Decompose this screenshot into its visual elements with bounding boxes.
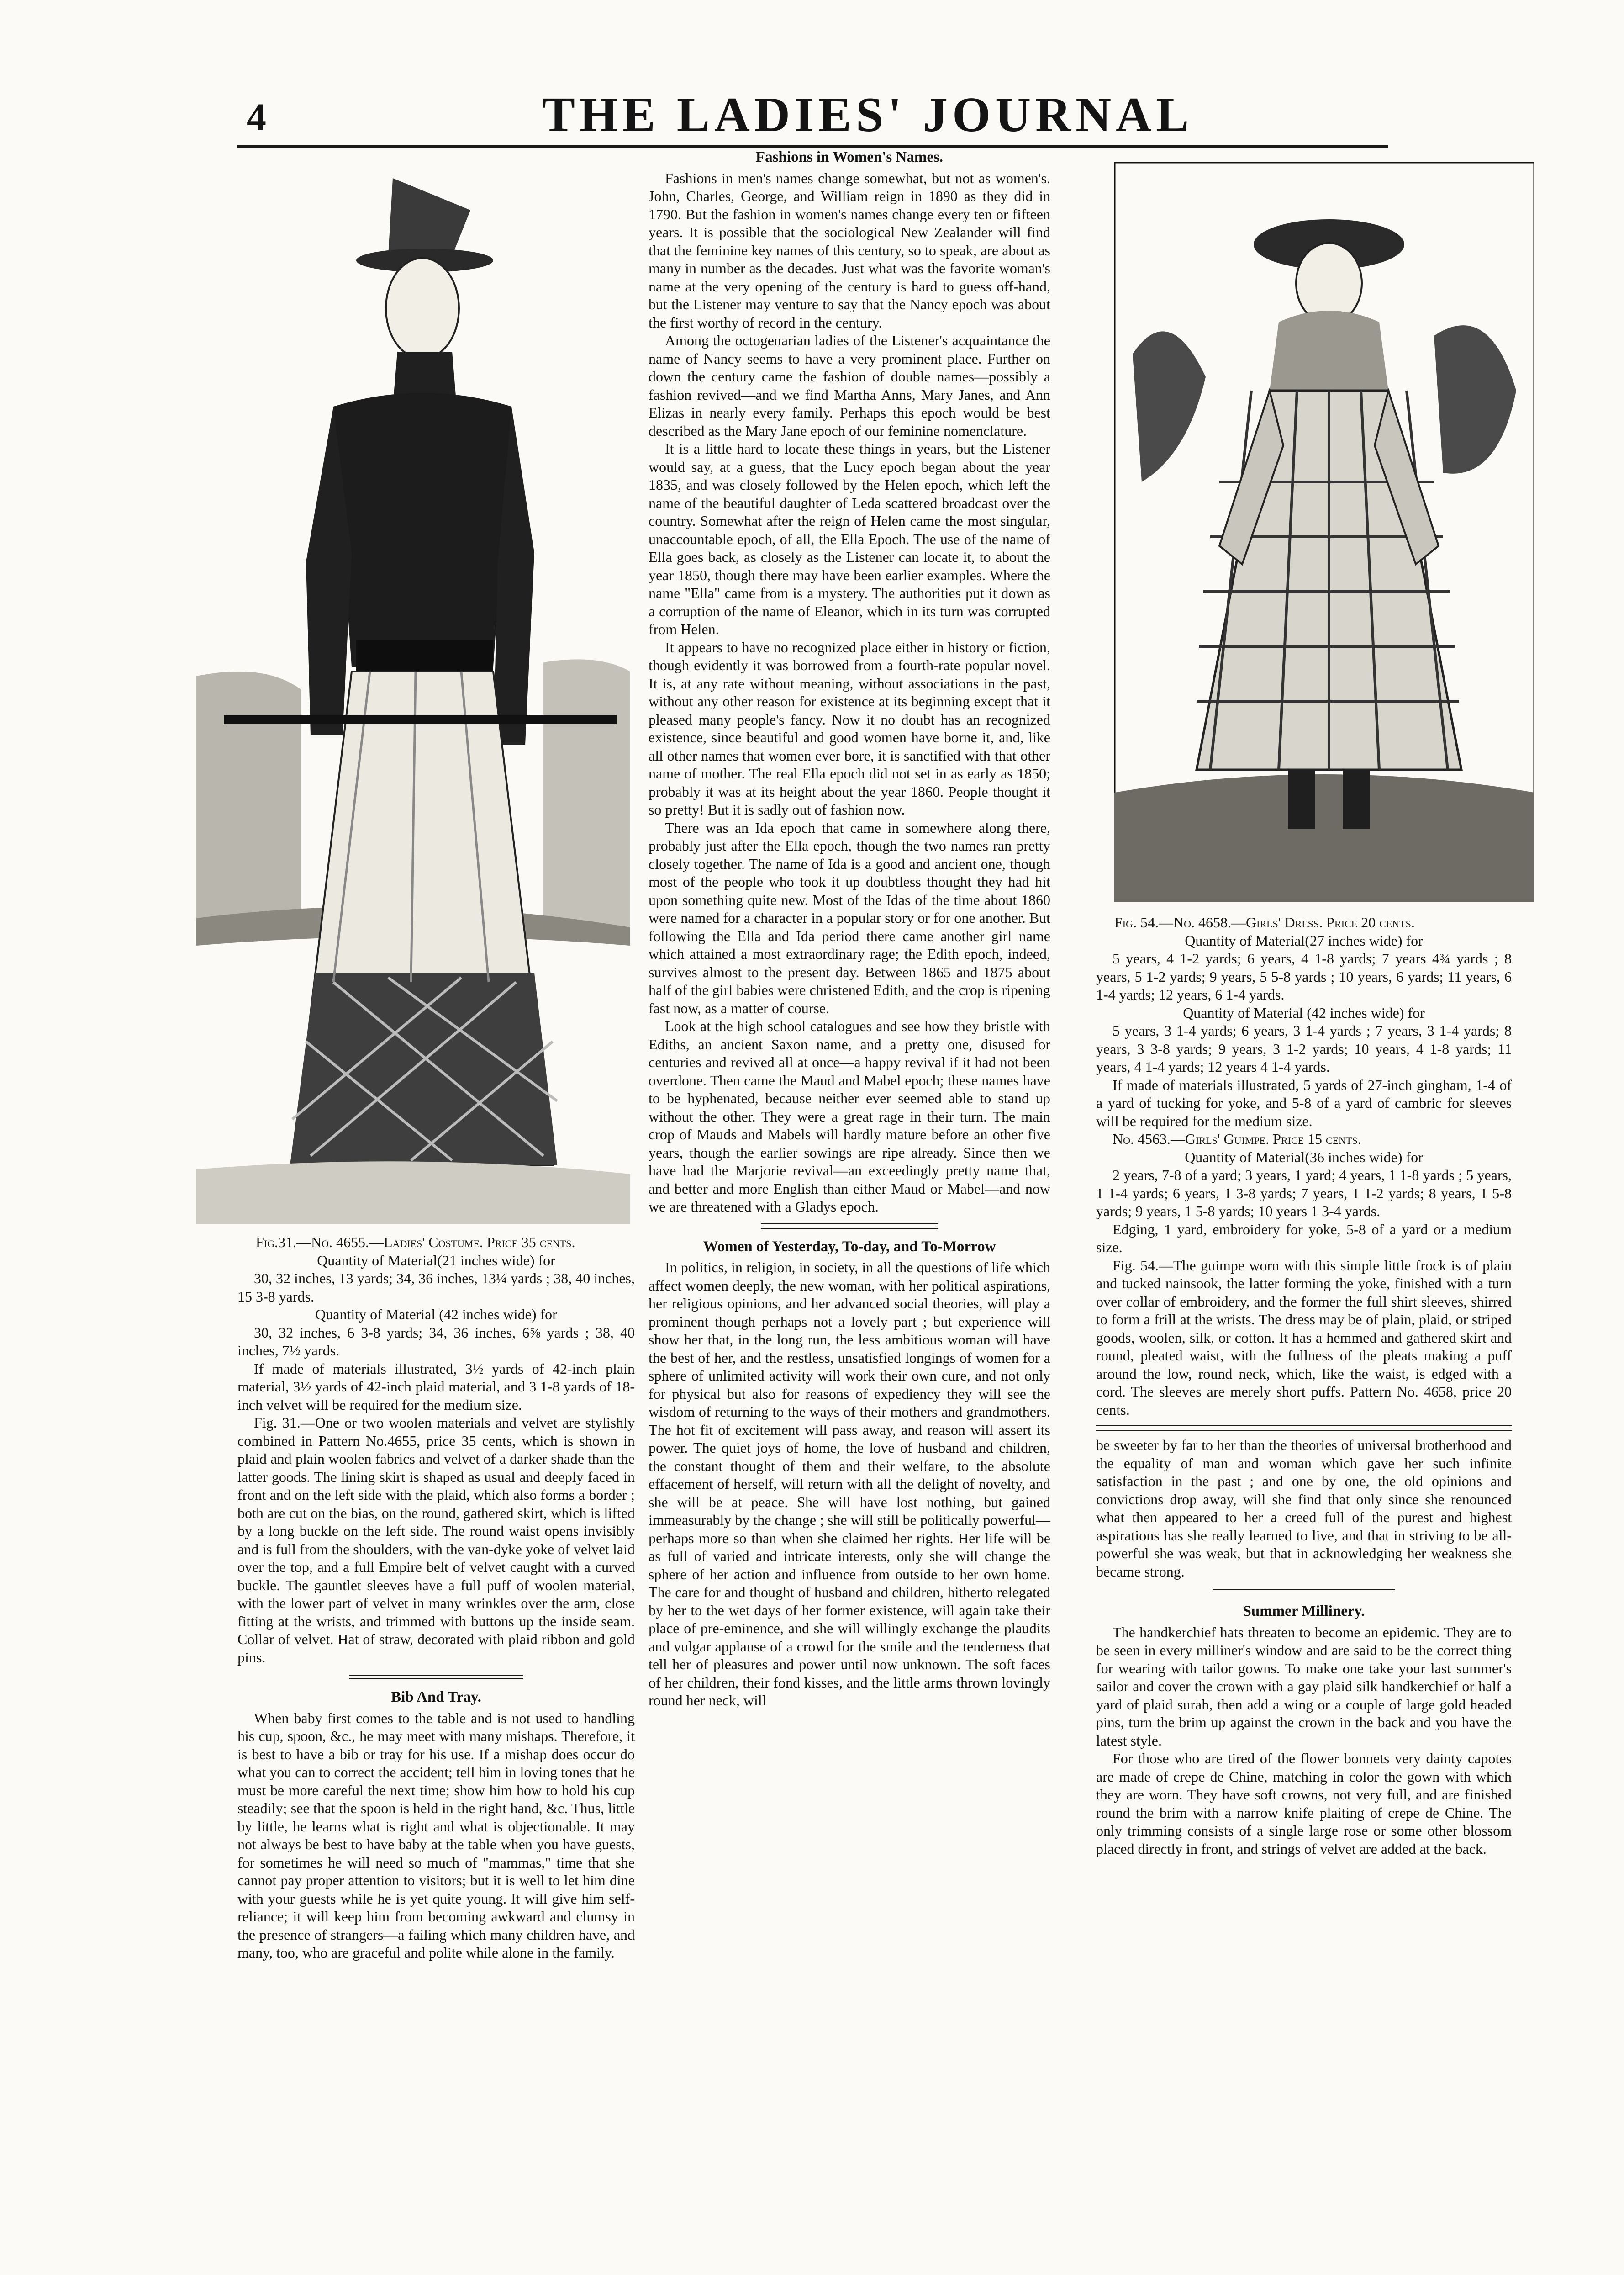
fig54-qty-a-heading: Quantity of Material(27 inches wide) for — [1185, 932, 1423, 949]
girls-dress-drawing — [1114, 162, 1534, 902]
fashions-names-p4: It appears to have no recognized place either in history or fiction, though evidently it was borrowed from a fourth-rate popular novel. It is, at any rate without meaning, without associations in the past, without any other reason for existence at its beginning except that it pleased many people's fancy. Now it no doubt has an recognized existence, since beautiful and good women have borne it, and, like all other names that women ever bore, it is sanctified with that other name of mother. The real Ella epoch did not set in as early as 1850; probably it was at its height about the year 1860. People thought it so pretty! But it is sadly out of fashion now. — [649, 639, 1050, 818]
section-divider — [1096, 1425, 1512, 1431]
girls-dress-illustration — [1114, 162, 1534, 902]
fashions-names-heading: Fashions in Women's Names. — [755, 149, 944, 165]
summer-millinery-p2: For those who are tired of the flower bonnets very dainty capotes are made of crepe de Chine, matching in color the gown with which they are worn. They have soft crowns, not very full, and are finished round the brim with a narrow knife plaiting of crepe de Chine. The only trimming consists of a single large rose or some other blossom placed directly in front, and strings of velvet are added at the back. — [1096, 1750, 1512, 1857]
page-number: 4 — [247, 95, 266, 139]
fig54-qty-b-heading: Quantity of Material (42 inches wide) for — [1183, 1004, 1425, 1021]
fig54-qty-b-body: 5 years, 3 1-4 yards; 6 years, 3 1-4 yards ; 7 years, 3 1-4 yards; 8 years, 3 3-8 yards; 9 years, 3 1-2 yards; 10 years, 4 1-8 yards; 11 years, 4 1-4 yards; 12 years 4 1-4 yards. — [1096, 1022, 1512, 1075]
bib-and-tray-heading: Bib And Tray. — [391, 1689, 481, 1705]
fig54-caption: Fig. 54.—No. 4658.—Girls' Dress. Price 20 cents. — [1114, 914, 1415, 931]
journal-title: THE LADIES' JOURNAL — [542, 88, 1194, 142]
guimpe-edging: Edging, 1 yard, embroidery for yoke, 5-8 of a yard or a medium size. — [1096, 1221, 1512, 1255]
fig31-caption: Fig.31.—No. 4655.—Ladies' Costume. Price 35 cents. — [256, 1234, 575, 1250]
fig54-qty-a-body: 5 years, 4 1-2 yards; 6 years, 4 1-8 yards; 7 years 4¾ yards ; 8 years, 5 1-2 yards; 9 years, 5 5-8 yards ; 10 years, 6 yards; 11 years, 6 1-4 yards; 12 years, 6 1-4 yards. — [1096, 950, 1512, 1003]
fig31-materials-note: If made of materials illustrated, 3½ yards of 42-inch plain material, 3½ yards of 42-inch plaid material, and 3 1-8 yards of 18-inch velvet will be required for the medium size. — [237, 1360, 635, 1413]
fashions-names-p1: Fashions in men's names change somewhat, but not as women's. John, Charles, George, and William reign in 1890 as they did in 1790. But the fashion in women's names change every ten or fifteen years. It is possible that the sociological New Zealander will find that the feminine key names of this century, so to speak, are about as many in number as the decades. Just what was the favorite woman's name at the very opening of the century is hard to guess off-hand, but the Listener may venture to say that the Nancy epoch was about the first worthy of record in the century. — [649, 169, 1050, 331]
summer-millinery-p1: The handkerchief hats threaten to become an epidemic. They are to be seen in every milliner's window and are said to be the correct thing for wearing with tailor gowns. To make one take your last summer's sailor and cover the crown with a gay plaid silk handkerchief or half a yard of plaid surah, then add a wing or a couple of large gold headed pins, turn the brim up against the crown in the back and you have the latest style. — [1096, 1624, 1512, 1749]
ladies-costume-drawing — [196, 151, 630, 1224]
summer-millinery-heading: Summer Millinery. — [1243, 1603, 1365, 1619]
column-left — [237, 1233, 635, 1962]
ladies-costume-illustration — [196, 151, 630, 1224]
women-yesterday-heading: Women of Yesterday, To-day, and To-Morrow — [703, 1238, 996, 1255]
fig54-description: Fig. 54.—The guimpe worn with this simple little frock is of plain and tucked nainsook, the latter forming the yoke, finished with a turn over collar of embroidery, and the former the full shirt sleeves, shirred to form a frill at the wrists. The dress may be of plain, plaid, or striped goods, woolen, silk, or cotton. It has a hemmed and gathered skirt and round, pleated waist, with the fullness of the pleats making a puff around the low, round neck, which, like the waist, is edged with a cord. The sleeves are merely short puffs. Pattern No. 4658, price 20 cents. — [1096, 1257, 1512, 1418]
bib-and-tray-text: When baby first comes to the table and is not used to handling his cup, spoon, &c., he may meet with many mishaps. Therefore, it is best to have a bib or tray for his use. If a mishap does occur do what you can to correct the accident; tell him in loving tones that he must be more careful the next time; show him how to hold his cup steadily; see that the spoon is held in the right hand, &c. Thus, little by little, he learns what is right and what is objectionable. It may not always be best to have baby at the table when you have guests, for sometimes he will need so much of "mammas," time that she cannot pay proper attention to visitors; but it is well to let him dine with your guests while he is yet quite young. It will give him self-reliance; it will keep him from becoming awkward and clumsy in the presence of strangers—a failing which many children have, and many, too, who are graceful and polite while alone in the family. — [237, 1709, 635, 1961]
section-divider — [761, 1223, 938, 1229]
fig54-materials-note: If made of materials illustrated, 5 yards of 27-inch gingham, 1-4 of a yard of tucking for yoke, and 5-8 of a yard of cambric for sleeves will be required for the medium size. — [1096, 1076, 1512, 1129]
column-right — [1096, 914, 1512, 1858]
women-yesterday-continued: be sweeter by far to her than the theories of universal brotherhood and the equality of man and woman which gave her such infinite satisfaction in the past ; and one by one, the old opinions and convictions drop away, will she find that only since she renounced what then appeared to her a creed full of the purest and highest aspirations has she really learned to live, and that in striving to be all-powerful she was weak, but that in acknowledging her weakness she became strong. — [1096, 1437, 1512, 1580]
fashions-names-p6: Look at the high school catalogues and see how they bristle with Ediths, an ancient Saxon name, and a pretty one, disused for centuries and revived all at once—a happy revival if it had not been overdone. Then came the Maud and Mabel epoch; these names have to be hyphenated, because neither ever seemed able to stand up without the other. They were a great rage in their turn. The main crop of Mauds and Mabels will hardly mature before an other five years, though the earlier sowings are ripe already. Since then we have had the Marjorie revival—an exceedingly pretty name that, and better and more English than either Maud or Mabel—and now we are threatened with a Gladys epoch. — [649, 1018, 1050, 1215]
fig31-qty2-heading: Quantity of Material (42 inches wide) for — [315, 1306, 557, 1323]
column-middle — [649, 148, 1050, 1710]
guimpe-qty-heading: Quantity of Material(36 inches wide) for — [1185, 1148, 1423, 1165]
section-divider — [1213, 1588, 1395, 1593]
fig31-qty1-body: 30, 32 inches, 13 yards; 34, 36 inches, 13¼ yards ; 38, 40 inches, 15 3-8 yards. — [237, 1270, 635, 1305]
fashions-names-p2: Among the octogenarian ladies of the Listener's acquaintance the name of Nancy seems to have a very prominent place. Further on down the century came the fashion of double names—possibly a fashion revived—and we find Martha Anns, Mary Janes, and Ann Elizas in nearly every family. Perhaps this epoch would be best described as the Mary Jane epoch of our feminine nomenclature. — [649, 332, 1050, 439]
fashions-names-p3: It is a little hard to locate these things in years, but the Listener would say, at a guess, that the Lucy epoch began about the year 1835, and was closely followed by the Helen epoch, which left the name of the beautiful daughter of Leda scattered broadcast over the country. Somewhat after the reign of Helen came the most singular, unaccountable epoch, of all, the Ella Epoch. The use of the name of Ella goes back, as closely as the Listener can locate it, to about the year 1850, though there may have been earlier examples. Where the name "Ella" came from is a mystery. The authorities put it down as a corruption of the name of Eleanor, which in its turn was corrupted from Helen. — [649, 440, 1050, 637]
fig31-qty1-heading: Quantity of Material(21 inches wide) for — [317, 1252, 555, 1269]
fashions-names-p5: There was an Ida epoch that came in somewhere along there, probably just after the Ella epoch, though the two names ran pretty closely together. The name of Ida is a good and ancient one, though most of the people who took it up doubtless thought they had hit upon something quite new. Most of the Idas of the time about 1860 were named for a character in a popular story or for one another. But following the Ella and Ida period there came another girl name which attained a most extraordinary rage; the Edith epoch, indeed, survives almost to the present day. Between 1865 and 1875 about half of the girl babies were christened Edith, and the crop is ripening fast now, as a matter of course. — [649, 819, 1050, 1016]
guimpe-qty-body: 2 years, 7-8 of a yard; 3 years, 1 yard; 4 years, 1 1-8 yards ; 5 years, 1 1-4 yards; 6 years, 1 3-8 yards; 7 years, 1 1-2 yards; 8 years, 1 5-8 yards; 9 years, 1 5-8 yards; 10 years 1 3-4 yards. — [1096, 1167, 1512, 1219]
section-divider — [349, 1674, 524, 1679]
guimpe-heading: No. 4563.—Girls' Guimpe. Price 15 cents. — [1113, 1131, 1361, 1147]
masthead-rule — [237, 145, 1388, 148]
fig31-description: Fig. 31.—One or two woolen materials and velvet are stylishly combined in Pattern No.4655, price 35 cents, which is shown in plaid and plain woolen fabrics and velvet of a darker shade than the latter goods. The lining skirt is shaped as usual and deeply faced in front and on the left side with the plaid, which also forms a border ; both are cut on the bias, on the round, gathered skirt, which is lifted by a long buckle on the left side. The round waist opens invisibly and is full from the shoulders, with the van-dyke yoke of velvet laid over the top, and a full Empire belt of velvet caught with a curved buckle. The gauntlet sleeves have a full puff of woolen material, with the lower part of velvet in many wrinkles over the arm, close fitting at the wrists, and trimmed with buttons up the inside seam. Collar of velvet. Hat of straw, decorated with plaid ribbon and gold pins. — [237, 1414, 635, 1666]
women-yesterday-text: In politics, in religion, in society, in all the questions of life which affect women deeply, the new woman, with her political aspirations, her religious opinions, and her advanced social theories, will play a prominent though perhaps not a lovely part ; but experience will show her that, in the long run, the less ambitious woman will have the best of her, and the restless, unsatisfied longings of women for a sphere of unlimited activity will work their own cure, and not only for physical but also for reasons of expediency they will see the wisdom of returning to the ways of their mothers and grandmothers. The hot fit of excitement will pass away, and reason will assert its power. The quiet joys of home, the love of husband and children, the constant thought of them and their welfare, to the absolute effacement of herself, will return with all the delight of novelty, and she will be at peace. She will have lost nothing, but gained immeasurably by the change ; she will still be politically powerful—perhaps more so than when she claimed her rights. Her life will be as full of varied and intricate interests, only she will change the sphere of her action and influence from outside to her own home. The care for and thought of husband and children, hitherto relegated by her to the wet days of her former existence, will again take their place of pre-eminence, and she will willingly exchange the plaudits and vulgar applause of a crowd for the smile and the tenderness that tell her of pleasures and power until now unknown. The soft faces of her children, their fond kisses, and the little arms thrown lovingly round her neck, will — [649, 1259, 1050, 1709]
fig31-qty2-body: 30, 32 inches, 6 3-8 yards; 34, 36 inches, 6⅝ yards ; 38, 40 inches, 7½ yards. — [237, 1324, 635, 1359]
